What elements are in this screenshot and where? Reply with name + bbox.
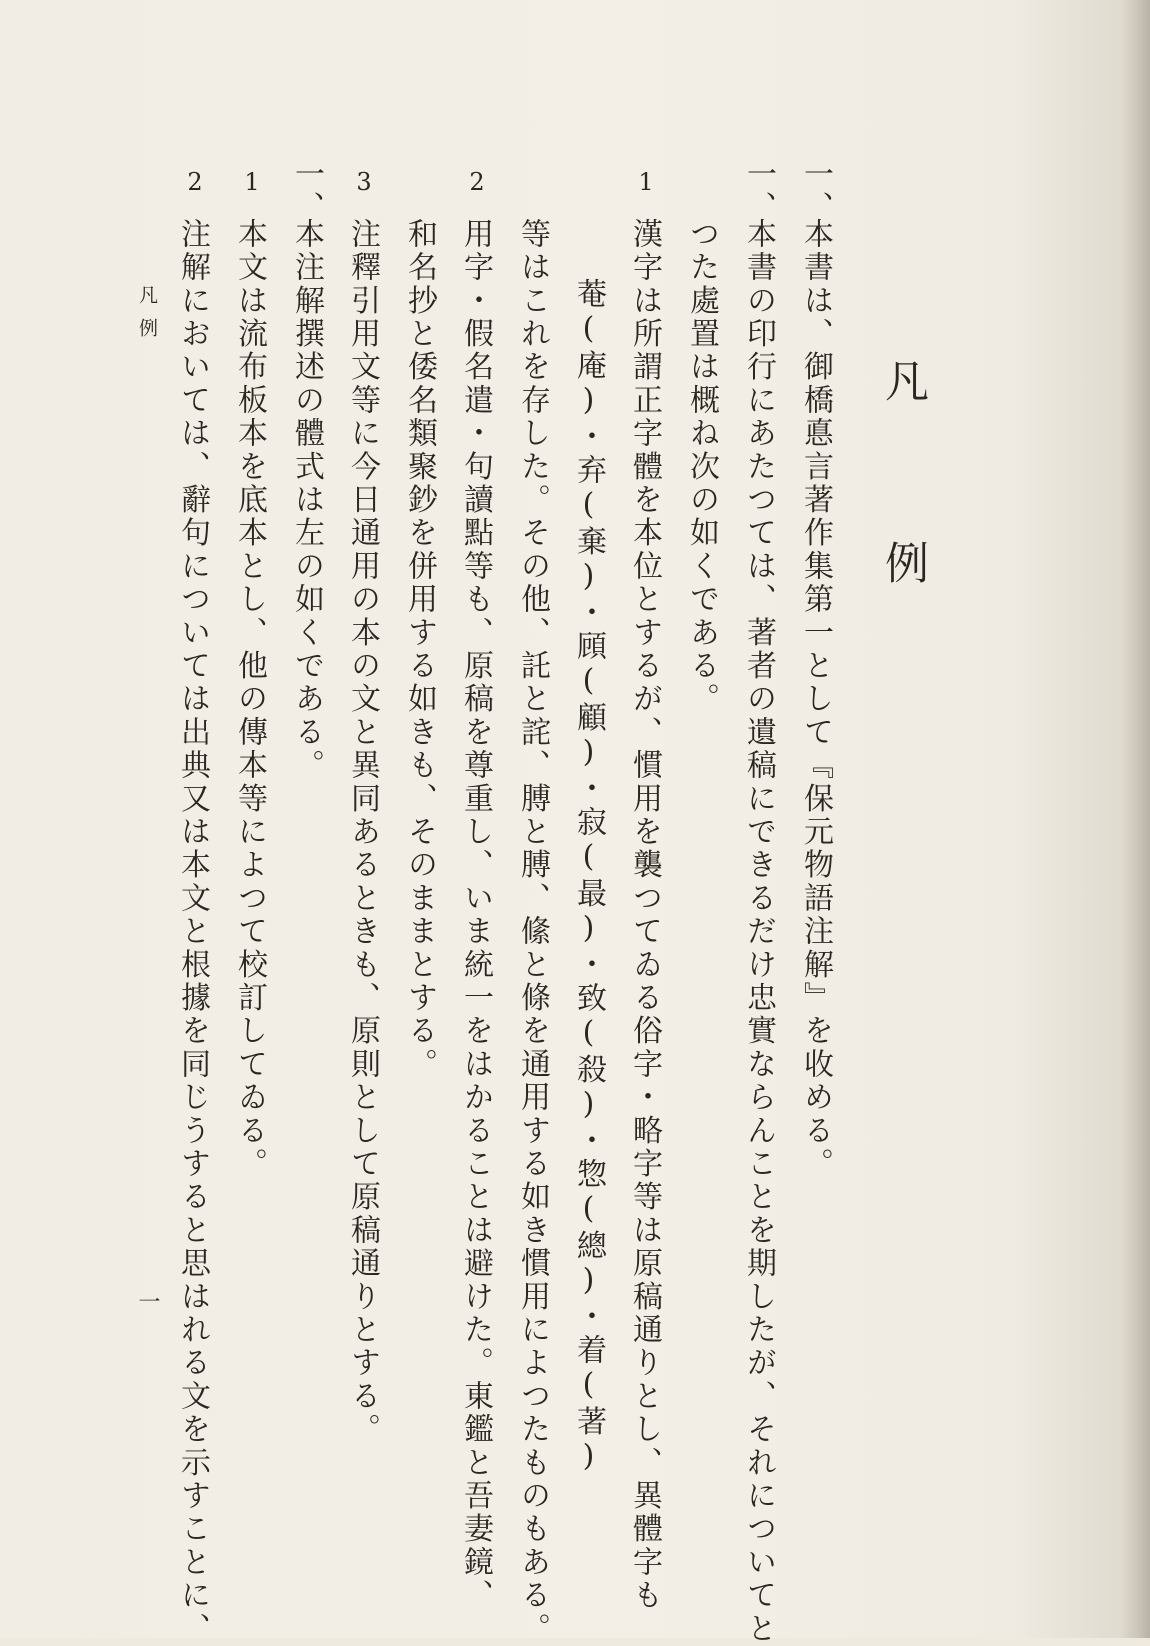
item-3-text: 注釋引用文等に今日通用の本の文と異同あるときも、原則として原稿通りとする。 bbox=[345, 218, 380, 1447]
paragraph-2-text: 本書の印行にあたつては、著者の遺稿にできるだけ忠實ならんことを期したが、それについてと bbox=[741, 218, 776, 1646]
page-number: 一 bbox=[135, 1290, 160, 1312]
item-2-marker: 2 bbox=[463, 168, 491, 196]
item-1-text: 漢字は所謂正字體を本位とするが、慣用を襲つてゐる俗字・略字等は原稿通りとし、異體字も bbox=[627, 218, 662, 1613]
subitem-1-text: 本文は流布板本を底本とし、他の傳本等によつて校訂してゐる。 bbox=[232, 218, 267, 1181]
paragraph-2-marker: 一、 bbox=[741, 158, 776, 225]
running-head: 凡例 bbox=[136, 285, 158, 351]
subitem-2-marker: 2 bbox=[181, 168, 209, 196]
subitem-2-text: 注解においては、辭句については出典又は本文と根據を同じうすると思はれる文を示すことに、 bbox=[175, 218, 210, 1646]
paragraph-3-marker: 一、 bbox=[289, 158, 324, 225]
variant-characters-line: 菴(庵)・弃(棄)・頋(顧)・寂(最)・致(殺)・惣(總)・着(著) bbox=[571, 278, 606, 1477]
item-2-continuation: 和名抄と倭名類聚鈔を併用する如きも、そのままとする。 bbox=[402, 218, 437, 1082]
item-1-continuation: 等はこれを存した。その他、託と詫、膊と膊、絛と條を通用する如き慣用によつたものもある。 bbox=[515, 218, 550, 1646]
paragraph-1-text: 本書は、御橋悳言著作集第一として『保元物語注解』を收める。 bbox=[798, 218, 833, 1181]
item-2-text: 用字・假名遣・句讀點等も、原稿を尊重し、いま統一をはかることは避けた。東鑑と吾妻鏡、 bbox=[458, 218, 493, 1613]
item-1-marker: 1 bbox=[632, 168, 660, 196]
title-char-1: 凡 bbox=[877, 358, 928, 402]
paragraph-3-text: 本注解撰述の體式は左の如くである。 bbox=[289, 218, 324, 783]
subitem-1-marker: 1 bbox=[238, 168, 266, 196]
paragraph-2-continuation: つた處置は概ね次の如くである。 bbox=[684, 218, 719, 716]
title-char-2: 例 bbox=[877, 540, 928, 584]
item-3-marker: 3 bbox=[350, 168, 378, 196]
paragraph-1-marker: 一、 bbox=[798, 158, 833, 225]
page-edge-shadow bbox=[1120, 0, 1150, 1638]
